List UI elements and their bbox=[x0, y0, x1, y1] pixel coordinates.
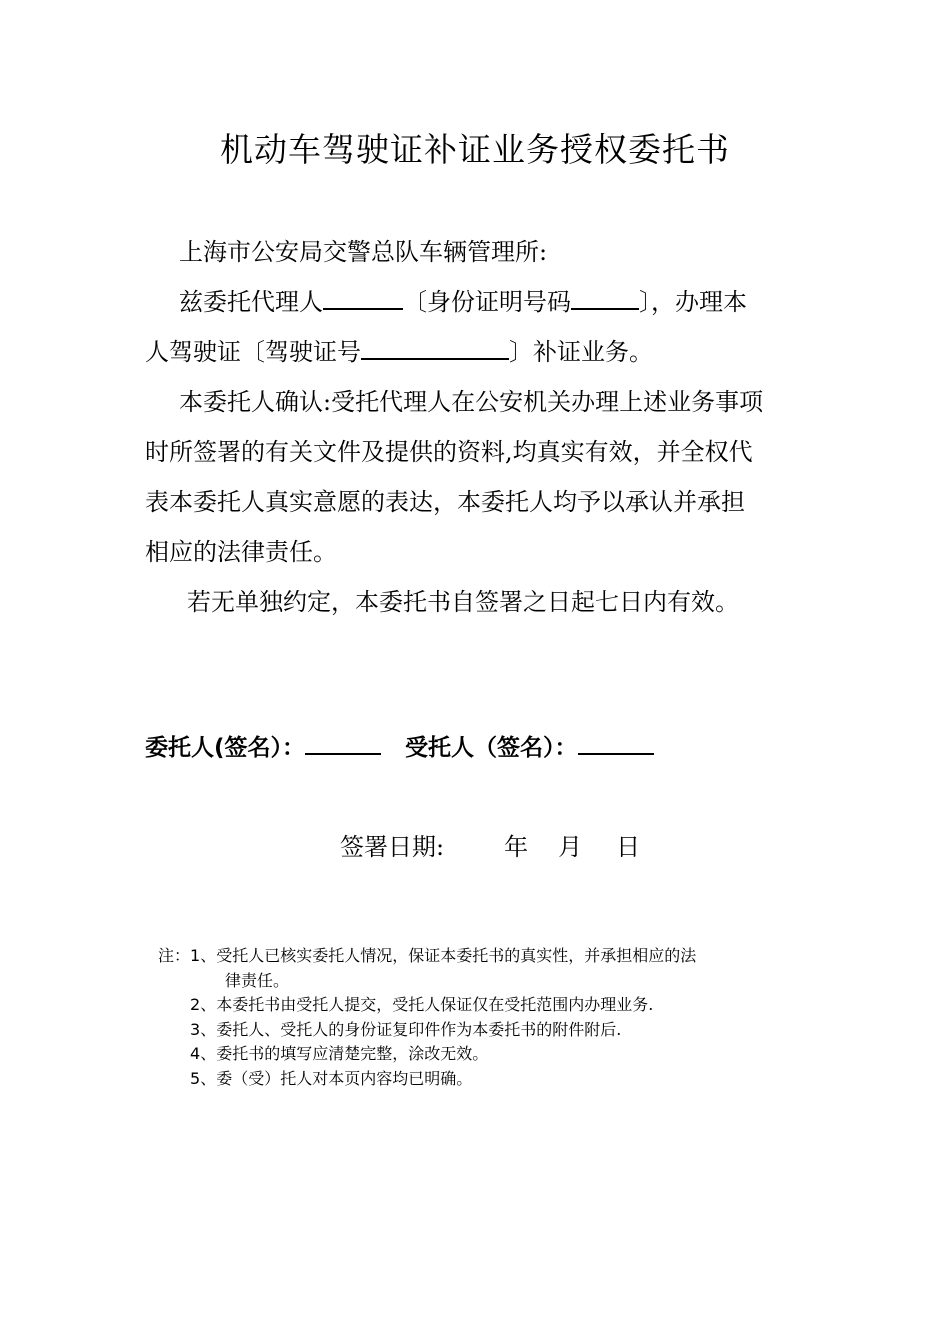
date-label: 签署日期: bbox=[340, 833, 445, 861]
note-item bbox=[158, 993, 818, 1018]
note-text: 、受托人已核实委托人情况，保证本委托书的真实性，并承担相应的法 bbox=[200, 946, 697, 965]
note-item bbox=[158, 1018, 818, 1043]
date-month: 月 bbox=[558, 833, 583, 861]
note-item bbox=[158, 1042, 818, 1067]
note-text: 、本委托书由受托人提交，受托人保证仅在受托范围内办理业务. bbox=[200, 995, 654, 1014]
signature-row bbox=[145, 724, 654, 772]
note-number: 3 bbox=[190, 1019, 201, 1039]
note-number: 4 bbox=[190, 1044, 201, 1063]
note-continuation: 律责任。 bbox=[225, 970, 290, 990]
note-item bbox=[158, 1067, 818, 1092]
signing-date bbox=[340, 823, 640, 871]
principal-signature-field[interactable] bbox=[305, 727, 381, 755]
confirm-line: 时所签署的有关文件及提供的资料,均真实有效，并全权代 bbox=[145, 438, 753, 466]
notes-section bbox=[158, 944, 818, 1091]
license-text-end: 〕补证业务。 bbox=[509, 338, 653, 366]
note-text: 、委托人、受托人的身份证复印件作为本委托书的附件附后. bbox=[200, 1019, 622, 1039]
confirm-line: 表本委托人真实意愿的表达，本委托人均予以承认并承担 bbox=[145, 488, 745, 516]
document-title: 机动车驾驶证补证业务授权委托书 bbox=[220, 130, 730, 169]
note-number: 1 bbox=[190, 946, 201, 965]
confirm-line: 相应的法律责任。 bbox=[145, 538, 337, 566]
validity-statement: 若无单独约定，本委托书自签署之日起七日内有效。 bbox=[187, 588, 739, 616]
license-label: 人驾驶证〔驾驶证号 bbox=[145, 338, 361, 366]
note-number: 5 bbox=[190, 1068, 201, 1088]
addressee: 上海市公安局交警总队车辆管理所: bbox=[179, 238, 548, 266]
license-line bbox=[145, 327, 815, 377]
confirm-line: 本委托人确认:受托代理人在公安机关办理上述业务事项 bbox=[179, 388, 764, 416]
id-number-label: 〔身份证明号码 bbox=[403, 288, 571, 316]
entrust-text-end: 〕，办理本 bbox=[639, 288, 747, 316]
entrust-line bbox=[145, 277, 815, 327]
letter-body bbox=[145, 227, 815, 627]
agent-signature-label: 受托人（签名）： bbox=[405, 735, 578, 761]
date-day: 日 bbox=[616, 833, 641, 861]
principal-signature-label: 委托人(签名）： bbox=[145, 735, 306, 761]
agent-signature-field[interactable] bbox=[578, 727, 654, 755]
note-item bbox=[158, 944, 818, 969]
note-text: 、委（受）托人对本页内容均已明确。 bbox=[200, 1068, 473, 1088]
agent-name-field[interactable] bbox=[323, 278, 403, 310]
license-number-field[interactable] bbox=[361, 328, 509, 360]
id-number-field[interactable] bbox=[571, 278, 639, 310]
notes-prefix: 注： bbox=[158, 946, 191, 965]
entrust-text: 兹委托代理人 bbox=[179, 288, 323, 316]
note-number: 2 bbox=[190, 995, 201, 1014]
note-text: 、委托书的填写应清楚完整，涂改无效。 bbox=[200, 1044, 489, 1063]
date-year: 年 bbox=[504, 833, 529, 861]
